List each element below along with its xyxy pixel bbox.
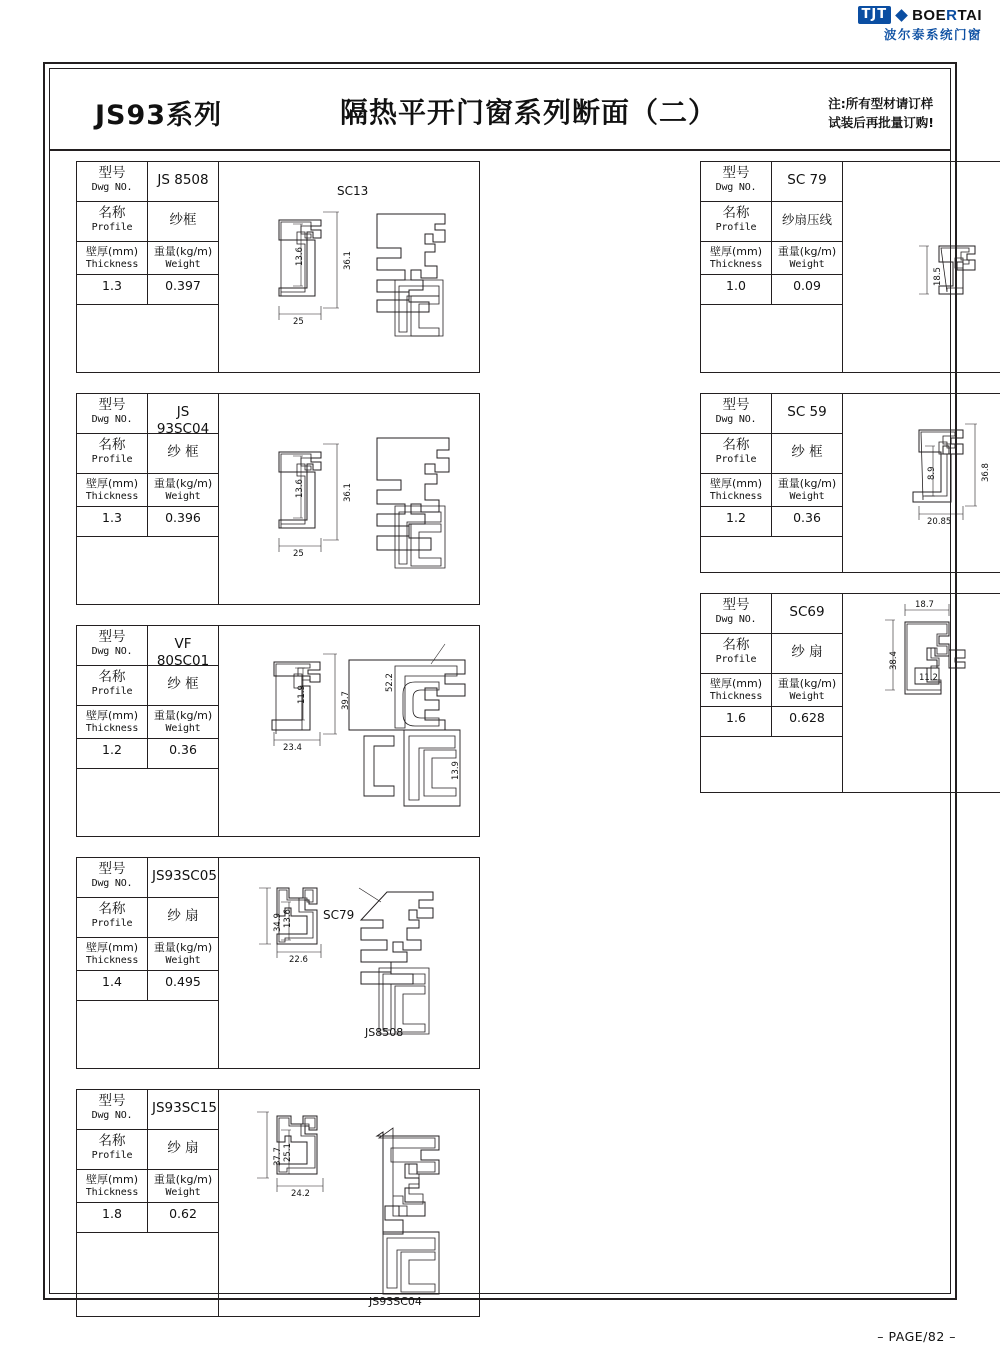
spec-model-value: JS93SC15 <box>147 1090 221 1129</box>
dimension-value: 39.7 <box>341 691 351 710</box>
profile-drawing <box>219 394 479 604</box>
spec-thickness-label: 壁厚(mm) Thickness <box>709 477 763 502</box>
spec-thickness-label: 壁厚(mm) Thickness <box>85 245 139 270</box>
spec-weight-label: 重量(kg/m) Weight <box>147 1170 218 1202</box>
dimension-value: 24.2 <box>291 1189 310 1199</box>
dimension-value: 22.6 <box>289 955 308 965</box>
spec-weight-label: 重量(kg/m) Weight <box>147 706 218 738</box>
spec-name-value: 纱 扇 <box>147 1130 218 1169</box>
dimension-value: 23.4 <box>283 743 302 753</box>
dimension-value: 11.2 <box>919 673 938 683</box>
spec-model-label: 型号 Dwg NO. <box>91 397 133 425</box>
spec-name-label: 名称 Profile <box>91 437 133 465</box>
spec-blank-cell <box>701 305 842 373</box>
dimension-value: 20.85 <box>927 517 952 527</box>
spec-model-label: 型号 Dwg NO. <box>91 165 133 193</box>
dimension-value: 38.4 <box>889 651 899 670</box>
profile-drawing <box>843 394 1000 572</box>
spec-model-label: 型号 Dwg NO. <box>715 597 757 625</box>
drawing-label: JS8508 <box>365 1026 404 1039</box>
page-border <box>43 62 991 1308</box>
spec-thickness-value: 1.2 <box>726 510 746 525</box>
dimension-value: 18.7 <box>915 600 934 610</box>
spec-name-label: 名称 Profile <box>91 1133 133 1161</box>
spec-name-value: 纱 框 <box>771 434 842 473</box>
spec-model-label: 型号 Dwg NO. <box>91 629 133 657</box>
dimension-value: 36.1 <box>343 483 353 502</box>
spec-model-value: JS 93SC04 <box>147 394 218 433</box>
spec-model-value: VF 80SC01 <box>147 626 218 665</box>
spec-weight-value: 0.36 <box>771 507 842 536</box>
spec-weight-label: 重量(kg/m) Weight <box>771 674 842 706</box>
spec-model-value: JS 8508 <box>147 162 218 201</box>
profile-card <box>76 625 480 837</box>
spec-blank-cell <box>701 737 842 793</box>
profile-drawing <box>219 858 479 1068</box>
profile-drawing <box>843 162 1000 372</box>
spec-weight-value: 0.09 <box>771 275 842 304</box>
drawing-label: SC13 <box>337 184 369 198</box>
spec-model-label: 型号 Dwg NO. <box>715 397 757 425</box>
spec-model-label: 型号 Dwg NO. <box>91 1093 133 1121</box>
spec-table <box>701 394 843 572</box>
spec-table <box>77 626 219 836</box>
profile-card <box>76 1089 480 1317</box>
spec-thickness-label: 壁厚(mm) Thickness <box>85 1173 139 1198</box>
spec-weight-label: 重量(kg/m) Weight <box>147 474 218 506</box>
series-title: JS93系列 <box>95 100 223 131</box>
spec-model-value: JS93SC05 <box>147 858 221 897</box>
spec-table <box>77 1090 219 1316</box>
spec-name-label: 名称 Profile <box>91 205 133 233</box>
page-number: – PAGE/82 – <box>877 1329 956 1344</box>
spec-thickness-value: 1.2 <box>102 742 122 757</box>
spec-name-label: 名称 Profile <box>715 637 757 665</box>
profile-card <box>700 161 1000 373</box>
dimension-value: 25 <box>293 317 304 327</box>
page-header <box>50 69 950 151</box>
brand-subtitle: 波尔泰系统门窗 <box>883 28 982 42</box>
dimension-value: 25.1 <box>283 1143 293 1162</box>
profile-card <box>700 393 1000 573</box>
dimension-value: 8.9 <box>927 466 937 480</box>
dimension-value: 11.9 <box>297 685 307 704</box>
profile-card <box>76 161 480 373</box>
profile-card <box>76 393 480 605</box>
spec-name-value: 纱 扇 <box>771 634 842 673</box>
brand-logo <box>742 6 982 43</box>
spec-thickness-value: 1.3 <box>102 510 122 525</box>
spec-thickness-value: 1.6 <box>726 710 746 725</box>
profile-drawing <box>843 594 1000 792</box>
dimension-value: 13.6 <box>283 909 293 928</box>
spec-model-label: 型号 Dwg NO. <box>715 165 757 193</box>
spec-name-label: 名称 Profile <box>715 205 757 233</box>
spec-thickness-value: 1.3 <box>102 278 122 293</box>
profile-card <box>700 593 1000 793</box>
profile-drawing <box>219 162 479 372</box>
spec-model-value: SC 79 <box>771 162 842 201</box>
dimension-value: 18.5 <box>933 267 943 286</box>
spec-model-value: SC 59 <box>771 394 842 433</box>
spec-weight-label: 重量(kg/m) Weight <box>771 242 842 274</box>
brand-mark: TJT <box>858 6 892 24</box>
dimension-value: 13.6 <box>295 247 305 266</box>
spec-table <box>77 394 219 604</box>
spec-name-value: 纱 框 <box>147 666 218 705</box>
page-title: 隔热平开门窗系列断面（二） <box>340 96 718 129</box>
dimension-value: 52.2 <box>385 673 395 692</box>
spec-weight-value: 0.495 <box>147 971 218 1000</box>
page-border-inner <box>49 68 991 1308</box>
spec-model-label: 型号 Dwg NO. <box>91 861 133 889</box>
spec-weight-value: 0.397 <box>147 275 218 304</box>
order-note <box>828 95 934 133</box>
profile-drawing <box>219 626 479 836</box>
spec-weight-label: 重量(kg/m) Weight <box>771 474 842 506</box>
spec-blank-cell <box>77 1233 218 1317</box>
spec-name-label: 名称 Profile <box>91 669 133 697</box>
order-note-line2: 试装后再批量订购! <box>828 114 934 130</box>
spec-thickness-label: 壁厚(mm) Thickness <box>709 677 763 702</box>
spec-name-label: 名称 Profile <box>715 437 757 465</box>
brand-diamond-icon <box>895 9 908 22</box>
spec-name-label: 名称 Profile <box>91 901 133 929</box>
spec-thickness-label: 壁厚(mm) Thickness <box>85 477 139 502</box>
spec-blank-cell <box>77 537 218 605</box>
spec-weight-value: 0.396 <box>147 507 218 536</box>
spec-model-value: SC69 <box>771 594 842 633</box>
spec-blank-cell <box>77 769 218 837</box>
dimension-value: 13.6 <box>295 479 305 498</box>
spec-blank-cell <box>701 537 842 573</box>
order-note-line1: 注:所有型材请订样 <box>828 96 934 111</box>
dimension-value: 34.9 <box>273 913 283 932</box>
spec-weight-value: 0.36 <box>147 739 218 768</box>
spec-weight-label: 重量(kg/m) Weight <box>147 242 218 274</box>
spec-name-value: 纱框 <box>147 202 218 241</box>
spec-weight-value: 0.628 <box>771 707 842 736</box>
spec-name-value: 纱 扇 <box>147 898 218 937</box>
page-content <box>50 151 991 1308</box>
spec-thickness-label: 壁厚(mm) Thickness <box>85 709 139 734</box>
spec-thickness-label: 壁厚(mm) Thickness <box>85 941 139 966</box>
spec-weight-label: 重量(kg/m) Weight <box>147 938 218 970</box>
spec-table <box>701 162 843 372</box>
spec-table <box>77 858 219 1068</box>
dimension-value: 25 <box>293 549 304 559</box>
spec-blank-cell <box>77 1001 218 1069</box>
spec-thickness-value: 1.8 <box>102 1206 122 1221</box>
spec-weight-value: 0.62 <box>147 1203 218 1232</box>
dimension-value: 37.7 <box>273 1147 283 1166</box>
spec-table <box>77 162 219 372</box>
drawing-label: SC79 <box>323 908 355 922</box>
profile-card <box>76 857 480 1069</box>
spec-thickness-value: 1.4 <box>102 974 122 989</box>
spec-blank-cell <box>77 305 218 373</box>
spec-table <box>701 594 843 792</box>
brand-name: BOERTAI <box>912 6 982 24</box>
dimension-value: 36.8 <box>981 463 991 482</box>
spec-name-value: 纱 框 <box>147 434 218 473</box>
profile-drawing <box>219 1090 479 1316</box>
spec-thickness-value: 1.0 <box>726 278 746 293</box>
spec-name-value: 纱扇压线 <box>771 202 842 241</box>
dimension-value: 13.9 <box>451 761 461 780</box>
spec-thickness-label: 壁厚(mm) Thickness <box>709 245 763 270</box>
drawing-label: JS93SC04 <box>369 1295 422 1308</box>
dimension-value: 36.1 <box>343 251 353 270</box>
